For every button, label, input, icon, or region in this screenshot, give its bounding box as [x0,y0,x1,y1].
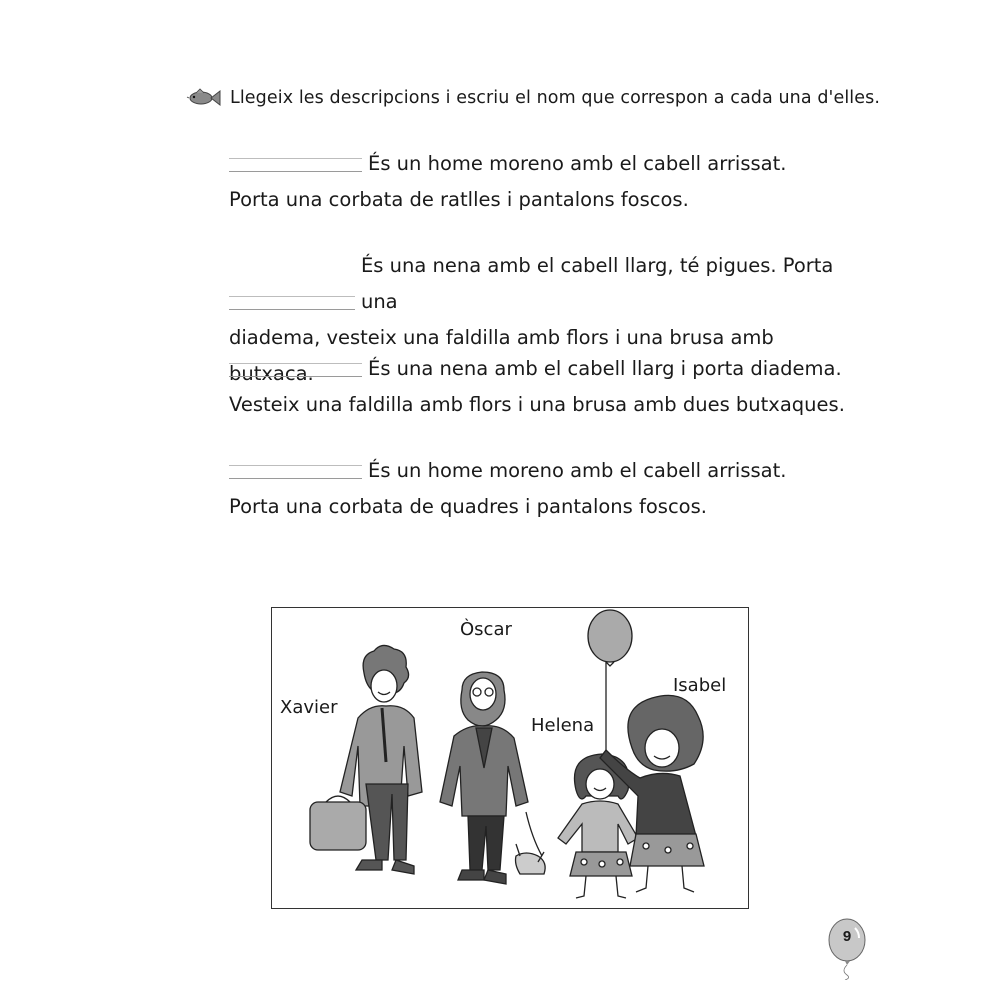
exercise-line: És un home moreno amb el cabell arrissat. [368,152,787,175]
instruction-text: Llegeix les descripcions i escriu el nom que correspon a cada una d'elles. [230,88,880,108]
name-label-xavier: Xavier [280,697,338,718]
exercise-line: diadema, vesteix una faldilla amb flors i una brusa amb butxaca. [229,326,774,385]
page-number [825,918,875,980]
name-label-isabel: Isabel [673,675,727,696]
exercise-line: Vesteix una faldilla amb flors i una brusa amb dues butxaques. [229,393,845,416]
answer-blank[interactable] [229,363,362,377]
illustration-box [271,607,749,909]
exercise-line: És una nena amb el cabell llarg i porta diadema. [368,357,842,380]
instruction [186,88,880,108]
family-illustration [272,608,747,907]
fish-icon [186,88,222,108]
name-label-oscar: Òscar [460,619,512,640]
exercise-3 [229,351,849,423]
answer-blank[interactable] [229,465,362,479]
exercise-line: Porta una corbata de ratlles i pantalons foscos. [229,188,689,211]
answer-blank[interactable] [229,296,355,310]
page-number-text: 9 [842,928,852,945]
exercise-4 [229,453,849,525]
exercise-line: És una nena amb el cabell llarg, té pigues. Porta una [360,254,834,313]
exercise-1 [229,146,849,218]
exercise-line: Porta una corbata de quadres i pantalons foscos. [229,495,707,518]
xavier-figure [310,645,422,874]
answer-blank[interactable] [229,158,362,172]
exercise-line: És un home moreno amb el cabell arrissat. [368,459,787,482]
name-label-helena: Helena [531,715,595,736]
oscar-figure [440,672,545,884]
